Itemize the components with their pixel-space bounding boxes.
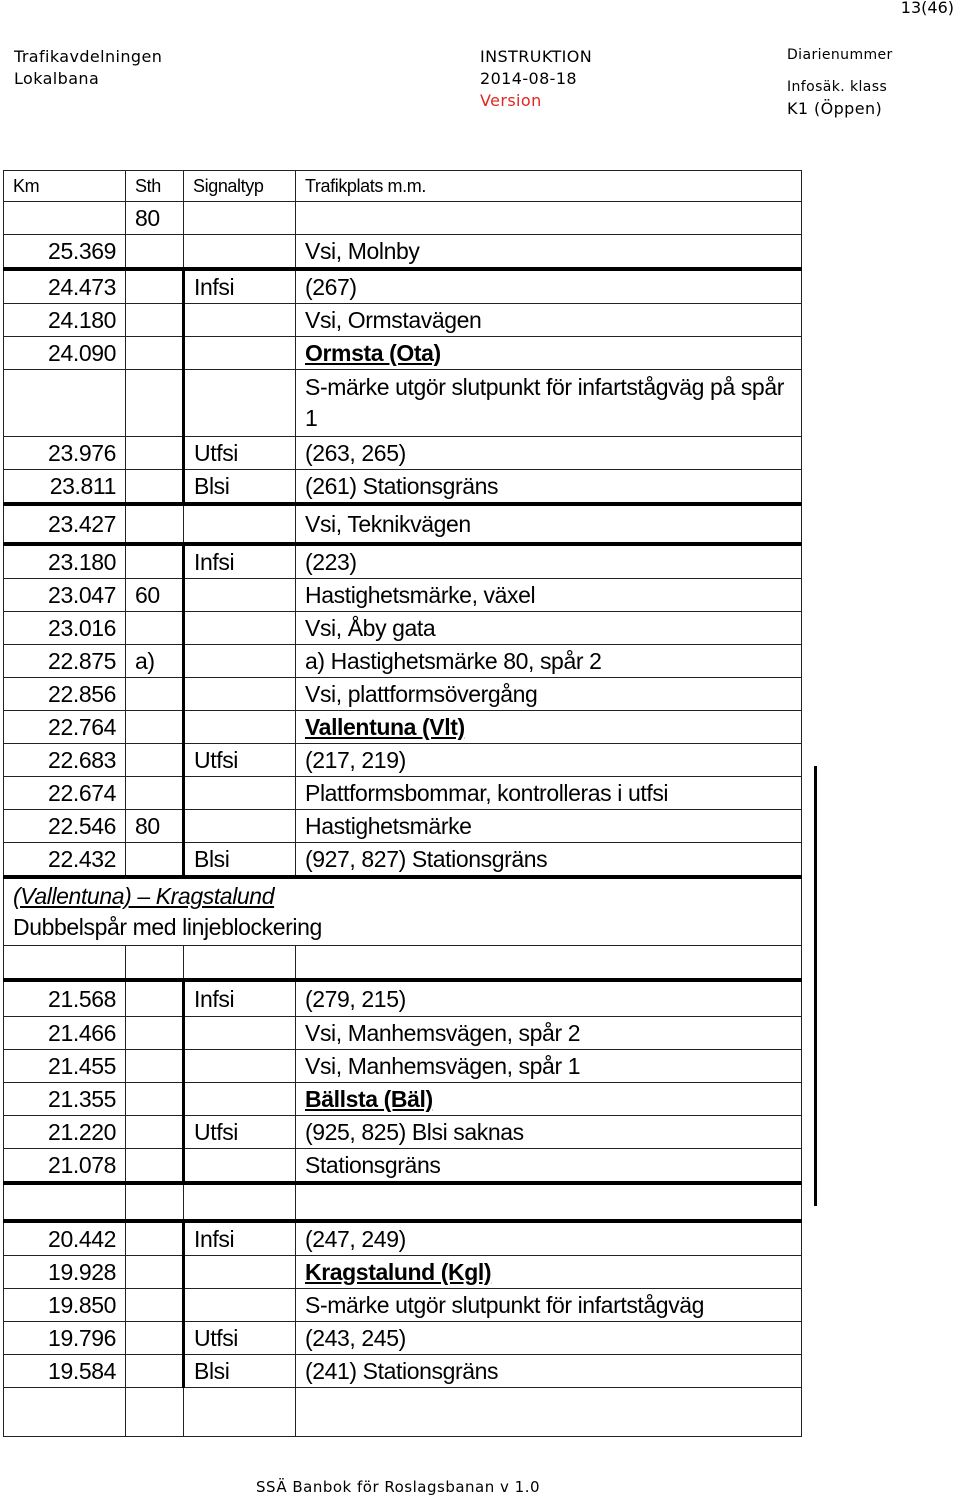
table-row — [4, 1289, 802, 1322]
cell-trafikplats: Hastighetsmärke — [296, 810, 802, 843]
cell-trafikplats: (217, 219) — [296, 744, 802, 777]
cell-km: 23.976 — [4, 437, 126, 470]
table-row — [4, 470, 802, 505]
cell-km: 22.432 — [4, 843, 126, 878]
cell-sth — [126, 1017, 184, 1050]
cell-trafikplats: Vsi, Molnby — [296, 235, 802, 270]
cell-sth: a) — [126, 645, 184, 678]
header-org-block — [14, 46, 162, 90]
cell-trafikplats — [296, 1183, 802, 1221]
table-row — [4, 1083, 802, 1116]
header-meta-block — [787, 44, 893, 120]
cell-trafikplats: (223) — [296, 544, 802, 579]
cell-km: 24.473 — [4, 269, 126, 304]
cell-km: 19.928 — [4, 1256, 126, 1289]
table-row — [4, 437, 802, 470]
cell-km: 21.355 — [4, 1083, 126, 1116]
cell-trafikplats: (927, 827) Stationsgräns — [296, 843, 802, 878]
table-row — [4, 1322, 802, 1355]
cell-signal — [184, 645, 296, 678]
cell-km — [4, 202, 126, 235]
cell-trafikplats: Vsi, Ormstavägen — [296, 304, 802, 337]
cell-trafikplats: (261) Stationsgräns — [296, 470, 802, 505]
cell-trafikplats: Vsi, plattformsövergång — [296, 678, 802, 711]
cell-km: 22.674 — [4, 777, 126, 810]
col-header-signaltyp: Signaltyp — [184, 171, 296, 202]
table-row — [4, 810, 802, 843]
table-row — [4, 645, 802, 678]
section-heading-row — [4, 877, 802, 946]
cell-sth — [126, 777, 184, 810]
cell-sth: 80 — [126, 810, 184, 843]
cell-sth: 60 — [126, 579, 184, 612]
page-number: 13(46) — [900, 0, 954, 17]
cell-signal: Blsi — [184, 843, 296, 878]
cell-sth — [126, 946, 184, 981]
revision-bar — [814, 766, 817, 1206]
header-doc-block — [480, 46, 592, 112]
cell-signal — [184, 579, 296, 612]
cell-trafikplats — [296, 202, 802, 235]
cell-trafikplats: (241) Stationsgräns — [296, 1355, 802, 1388]
col-header-km: Km — [4, 171, 126, 202]
header-doc-type: INSTRUKTION — [480, 47, 593, 66]
cell-signal — [184, 1050, 296, 1083]
station-name: Bällsta (Bäl) — [296, 1083, 802, 1116]
cell-sth — [126, 337, 184, 370]
table-row — [4, 1017, 802, 1050]
station-name: Kragstalund (Kgl) — [296, 1256, 802, 1289]
cell-sth — [126, 544, 184, 579]
cell-sth — [126, 612, 184, 645]
cell-sth — [126, 1116, 184, 1149]
table-row — [4, 744, 802, 777]
table-row-empty — [4, 1183, 802, 1221]
cell-sth — [126, 678, 184, 711]
cell-km: 23.427 — [4, 504, 126, 544]
cell-km: 22.546 — [4, 810, 126, 843]
cell-signal — [184, 202, 296, 235]
cell-km: 21.568 — [4, 980, 126, 1017]
cell-sth — [126, 437, 184, 470]
col-header-trafikplats: Trafikplats m.m. — [296, 171, 802, 202]
cell-trafikplats: Hastighetsmärke, växel — [296, 579, 802, 612]
cell-signal — [184, 1256, 296, 1289]
cell-signal — [184, 304, 296, 337]
cell-sth — [126, 1221, 184, 1256]
cell-km: 22.875 — [4, 645, 126, 678]
cell-signal — [184, 946, 296, 981]
cell-signal — [184, 370, 296, 437]
cell-km: 23.180 — [4, 544, 126, 579]
table-row-empty — [4, 1388, 802, 1437]
footer-text: SSÄ Banbok för Roslagsbanan v 1.0 — [256, 1478, 541, 1496]
cell-signal — [184, 678, 296, 711]
cell-sth — [126, 235, 184, 270]
cell-sth — [126, 1050, 184, 1083]
cell-km: 22.856 — [4, 678, 126, 711]
cell-signal — [184, 711, 296, 744]
cell-km: 19.796 — [4, 1322, 126, 1355]
table-row — [4, 202, 802, 235]
cell-signal: Utfsi — [184, 1322, 296, 1355]
cell-signal — [184, 1183, 296, 1221]
cell-signal — [184, 1149, 296, 1184]
cell-trafikplats: (247, 249) — [296, 1221, 802, 1256]
table-row — [4, 504, 802, 544]
table-row — [4, 1050, 802, 1083]
header-class-value: K1 (Öppen) — [787, 99, 883, 118]
cell-sth — [126, 1083, 184, 1116]
cell-signal: Infsi — [184, 1221, 296, 1256]
cell-km: 22.764 — [4, 711, 126, 744]
cell-trafikplats: (263, 265) — [296, 437, 802, 470]
table-row — [4, 1256, 802, 1289]
table-row — [4, 612, 802, 645]
cell-km: 24.180 — [4, 304, 126, 337]
header-date: 2014-08-18 — [480, 69, 577, 88]
cell-signal — [184, 1017, 296, 1050]
cell-sth — [126, 1289, 184, 1322]
table-row — [4, 544, 802, 579]
table-row — [4, 678, 802, 711]
cell-km: 23.047 — [4, 579, 126, 612]
section-heading — [4, 877, 802, 946]
cell-signal: Infsi — [184, 544, 296, 579]
cell-trafikplats: (243, 245) — [296, 1322, 802, 1355]
header-version: Version — [480, 91, 542, 110]
section-subtitle: Dubbelspår med linjeblockering — [13, 914, 322, 940]
table-row — [4, 269, 802, 304]
cell-signal: Utfsi — [184, 744, 296, 777]
cell-signal: Blsi — [184, 470, 296, 505]
cell-signal — [184, 777, 296, 810]
cell-sth — [126, 370, 184, 437]
cell-trafikplats: Stationsgräns — [296, 1149, 802, 1184]
table-row — [4, 1221, 802, 1256]
table-row — [4, 579, 802, 612]
cell-sth — [126, 304, 184, 337]
cell-sth — [126, 1256, 184, 1289]
cell-sth — [126, 269, 184, 304]
table-row — [4, 777, 802, 810]
cell-trafikplats — [296, 946, 802, 981]
cell-signal: Infsi — [184, 269, 296, 304]
cell-sth — [126, 744, 184, 777]
cell-km: 20.442 — [4, 1221, 126, 1256]
cell-sth — [126, 843, 184, 878]
cell-signal — [184, 1083, 296, 1116]
cell-sth: 80 — [126, 202, 184, 235]
cell-km: 19.850 — [4, 1289, 126, 1322]
cell-km: 21.455 — [4, 1050, 126, 1083]
table-row — [4, 370, 802, 437]
cell-signal: Utfsi — [184, 437, 296, 470]
cell-trafikplats: Vsi, Åby gata — [296, 612, 802, 645]
cell-trafikplats: (925, 825) Blsi saknas — [296, 1116, 802, 1149]
table-row-empty — [4, 946, 802, 981]
cell-signal — [184, 1289, 296, 1322]
section-title: (Vallentuna) – Kragstalund — [13, 883, 275, 909]
cell-km: 21.220 — [4, 1116, 126, 1149]
cell-sth — [126, 1322, 184, 1355]
cell-signal — [184, 337, 296, 370]
header-diarie: Diarienummer — [787, 47, 893, 63]
cell-km: 22.683 — [4, 744, 126, 777]
cell-km — [4, 1388, 126, 1437]
cell-km: 23.811 — [4, 470, 126, 505]
cell-signal — [184, 235, 296, 270]
table-row — [4, 337, 802, 370]
cell-km: 21.466 — [4, 1017, 126, 1050]
cell-sth — [126, 1149, 184, 1184]
table-row — [4, 1355, 802, 1388]
cell-trafikplats: S-märke utgör slutpunkt för infartstågväg på spår 1 — [296, 370, 802, 437]
cell-signal: Infsi — [184, 980, 296, 1017]
header-org: Trafikavdelningen — [14, 47, 163, 66]
cell-trafikplats: Vsi, Manhemsvägen, spår 1 — [296, 1050, 802, 1083]
cell-trafikplats: Plattformsbommar, kontrolleras i utfsi — [296, 777, 802, 810]
cell-km — [4, 1183, 126, 1221]
table-row — [4, 843, 802, 878]
cell-sth — [126, 711, 184, 744]
table-row — [4, 1116, 802, 1149]
cell-signal: Blsi — [184, 1355, 296, 1388]
cell-signal — [184, 612, 296, 645]
cell-signal — [184, 810, 296, 843]
cell-sth — [126, 1388, 184, 1437]
cell-km: 24.090 — [4, 337, 126, 370]
cell-trafikplats — [296, 1388, 802, 1437]
table-row — [4, 1149, 802, 1184]
cell-signal — [184, 504, 296, 544]
cell-trafikplats: Vsi, Manhemsvägen, spår 2 — [296, 1017, 802, 1050]
cell-trafikplats: a) Hastighetsmärke 80, spår 2 — [296, 645, 802, 678]
cell-sth — [126, 980, 184, 1017]
cell-trafikplats: S-märke utgör slutpunkt för infartstågväg — [296, 1289, 802, 1322]
cell-km: 19.584 — [4, 1355, 126, 1388]
cell-trafikplats: Vsi, Teknikvägen — [296, 504, 802, 544]
table-header-row — [4, 171, 802, 202]
cell-km: 23.016 — [4, 612, 126, 645]
station-name: Vallentuna (Vlt) — [296, 711, 802, 744]
cell-signal: Utfsi — [184, 1116, 296, 1149]
cell-km: 21.078 — [4, 1149, 126, 1184]
col-header-sth: Sth — [126, 171, 184, 202]
table-row — [4, 304, 802, 337]
cell-trafikplats: (267) — [296, 269, 802, 304]
cell-sth — [126, 1355, 184, 1388]
cell-sth — [126, 504, 184, 544]
cell-sth — [126, 1183, 184, 1221]
cell-km: 25.369 — [4, 235, 126, 270]
signal-table — [3, 170, 802, 1437]
cell-trafikplats: (279, 215) — [296, 980, 802, 1017]
table-row — [4, 711, 802, 744]
cell-signal — [184, 1388, 296, 1437]
header-unit: Lokalbana — [14, 69, 100, 88]
cell-sth — [126, 470, 184, 505]
table-row — [4, 980, 802, 1017]
cell-km — [4, 946, 126, 981]
header-class-label: Infosäk. klass — [787, 79, 888, 95]
station-name: Ormsta (Ota) — [296, 337, 802, 370]
table-row — [4, 235, 802, 270]
cell-km — [4, 370, 126, 437]
